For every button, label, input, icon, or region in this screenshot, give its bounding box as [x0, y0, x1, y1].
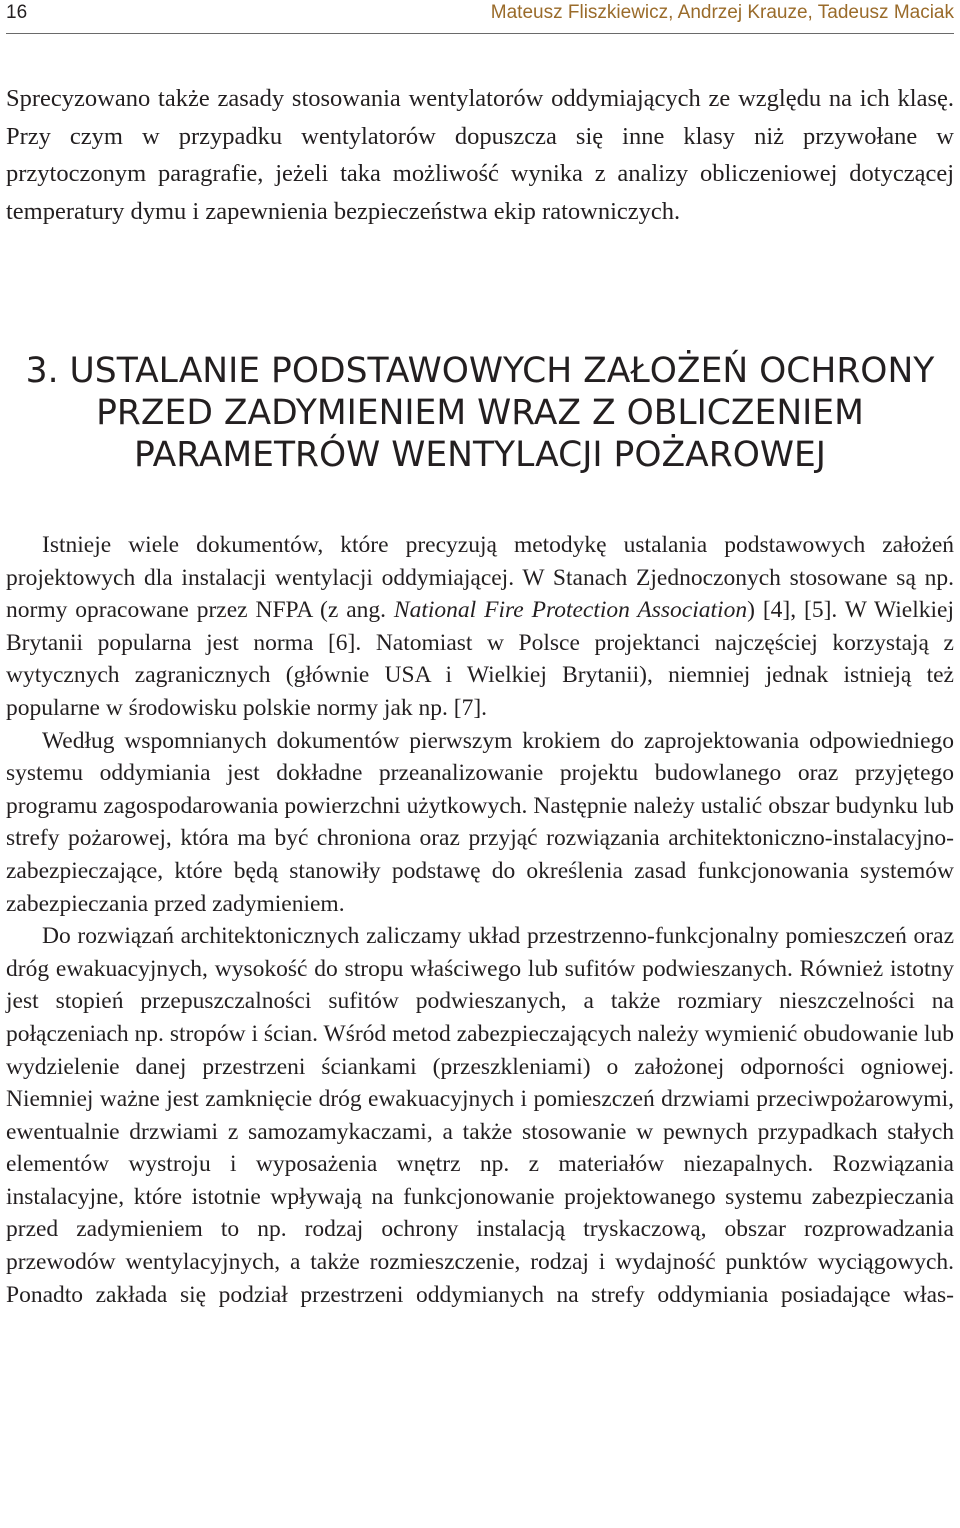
organization-name: National Fire Protection Association: [393, 597, 748, 624]
section-heading-line: PARAMETRÓW WENTYLACJI POŻAROWEJ: [134, 435, 826, 475]
body-paragraph-2: Według wspomnianych dokumentów pierwszym krokiem do zaprojektowania odpowiedniego systemu oddymiania jest dokładne przeanalizowanie projektu budowlanego oraz przyjętego programu zagospodarowania powierzchni użytkowych. Następnie należy ustalić obszar budynku lub strefy pożarowej, która ma być chroniona oraz przyjąć rozwiązania architektoniczno-instalacyjno-zabezpieczające, które będą stanowiły podstawę do określenia zasad funkcjonowania systemów zabezpieczania przed zadymieniem.: [6, 727, 954, 917]
section-heading: [6, 350, 954, 476]
body-paragraph-1: [6, 529, 954, 725]
body-text: ) [4], [5]. W Wielkiej Brytanii popularna jest norma [6]. Natomiast w Polsce projektanci najczęściej korzystają z wytycznych zagranicznych (głównie USA i Wielkiej Brytanii), niemniej jednak istnieją też popularne w środowisku polskie normy jak np. [7].: [6, 597, 954, 721]
running-authors: Mateusz Fliszkiewicz, Andrzej Krauze, Tadeusz Maciak: [490, 2, 954, 23]
body-paragraph-3: Do rozwiązań architektonicznych zaliczamy układ przestrzenno-funkcjonalny pomieszczeń oraz dróg ewakuacyjnych, wysokość do stropu właściwego lub sufitów podwieszanych. Również istotny jest stopień przepuszczalności sufitów podwieszanych, a także rozmiary nieszczelności na połączeniach np. stropów i ścian. Wśród metod zabezpieczających należy wymienić obudowanie lub wydzielenie danej przestrzeni ściankami (przeszkleniami) o założonej odporności ogniowej. Niemniej ważne jest zamknięcie dróg ewakuacyjnych i pomieszczeń drzwiami przeciwpożarowymi, ewentualnie drzwiami z samozamykaczami, a także stosowanie w pewnych przypadkach stałych elementów wystroju i wyposażenia wnętrz np. z materiałów niezapalnych. Rozwiązania instalacyjne, które istotnie wpływają na funkcjonowanie projektowanego systemu zabezpieczania przed zadymieniem to np. rodzaj ochrony instalacją tryskaczową, obszar rozprowadzania przewodów wentylacyjnych, a także rozmieszczenie, rodzaj i wydajność punktów wyciągowych. Ponadto zakłada się podział przestrzeni oddymianych na strefy oddymiania posiadające włas-: [6, 923, 954, 1308]
intro-paragraph: Sprecyzowano także zasady stosowania wentylatorów oddymiających ze względu na ich klasę. Przy czym w przypadku wentylatorów dopuszcza się inne klasy niż przywołane w przytoczonym paragrafie, jeżeli taka możliwość wynika z analizy obliczeniowej dotyczącej temperatury dymu i zapewnienia bezpieczeństwa ekip ratowniczych.: [6, 85, 954, 225]
intro-paragraph-block: [6, 80, 954, 230]
page-number: 16: [6, 2, 28, 23]
running-header: [6, 0, 954, 34]
section-heading-line: 3. USTALANIE PODSTAWOWYCH ZAŁOŻEŃ OCHRONY: [25, 351, 935, 391]
section-body: [6, 529, 954, 1311]
section-heading-line: PRZED ZADYMIENIEM WRAZ Z OBLICZENIEM: [96, 393, 864, 433]
body-text: Istnieje wiele dokumentów, które precyzują metodykę ustalania podstawowych założeń projektowych dla instalacji wentylacji oddymiającej. W Stanach Zjednoczonych stosowane są np. normy opracowane przez NFPA (z ang.: [6, 532, 954, 624]
